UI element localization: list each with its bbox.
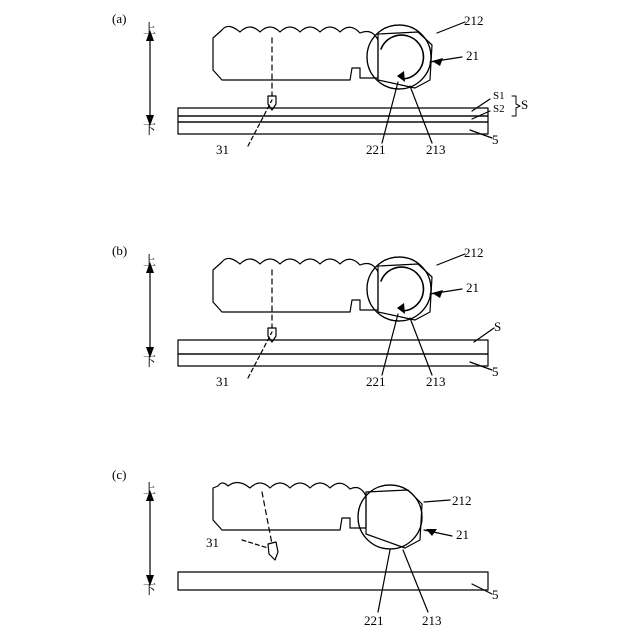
panel-b-ref-221: 221 [366,374,386,389]
panel-c-axis-down: 下 [143,582,157,597]
panel-b-ref-213: 213 [426,374,446,389]
panel-a-ref-S: S [521,97,529,112]
panel-a-ref-5: 5 [492,132,499,147]
panel-a-ref-21: 21 [466,48,479,63]
panel-a-ref-31: 31 [216,142,229,157]
panel-b-ref-212: 212 [464,245,484,260]
panel-c-ref-213: 213 [422,613,442,628]
panel-c-ref-21: 21 [456,527,469,542]
panel-a-axis-down: 下 [143,122,157,137]
panel-b-axis-up: 上 [143,253,157,268]
panel-b-axis-down: 下 [143,354,157,369]
panel-a-tag: (a) [112,11,127,26]
panel-c-ref-5: 5 [492,587,499,602]
panel-a-ref-221: 221 [366,142,386,157]
panel-c-axis-up: 上 [143,481,157,496]
panel-b-ref-S: S [494,319,502,334]
panel-a-drawing [0,0,640,170]
panel-c-tag: (c) [112,467,127,482]
panel-a-ref-212: 212 [464,13,484,28]
panel-c-ref-31: 31 [206,535,219,550]
panel-a-axis-up: 上 [143,21,157,36]
panel-a-ref-213: 213 [426,142,446,157]
panel-b-drawing [0,232,640,402]
panel-a-ref-S1: S1 [493,90,505,102]
panel-b-ref-5: 5 [492,364,499,379]
panel-b-tag: (b) [112,243,128,258]
panel-a-ref-S2: S2 [493,103,505,115]
panel-c-ref-212: 212 [452,493,472,508]
panel-b-ref-21: 21 [466,280,479,295]
panel-c-ref-221: 221 [364,613,384,628]
panel-c-drawing [0,462,640,642]
panel-b-ref-31: 31 [216,374,229,389]
